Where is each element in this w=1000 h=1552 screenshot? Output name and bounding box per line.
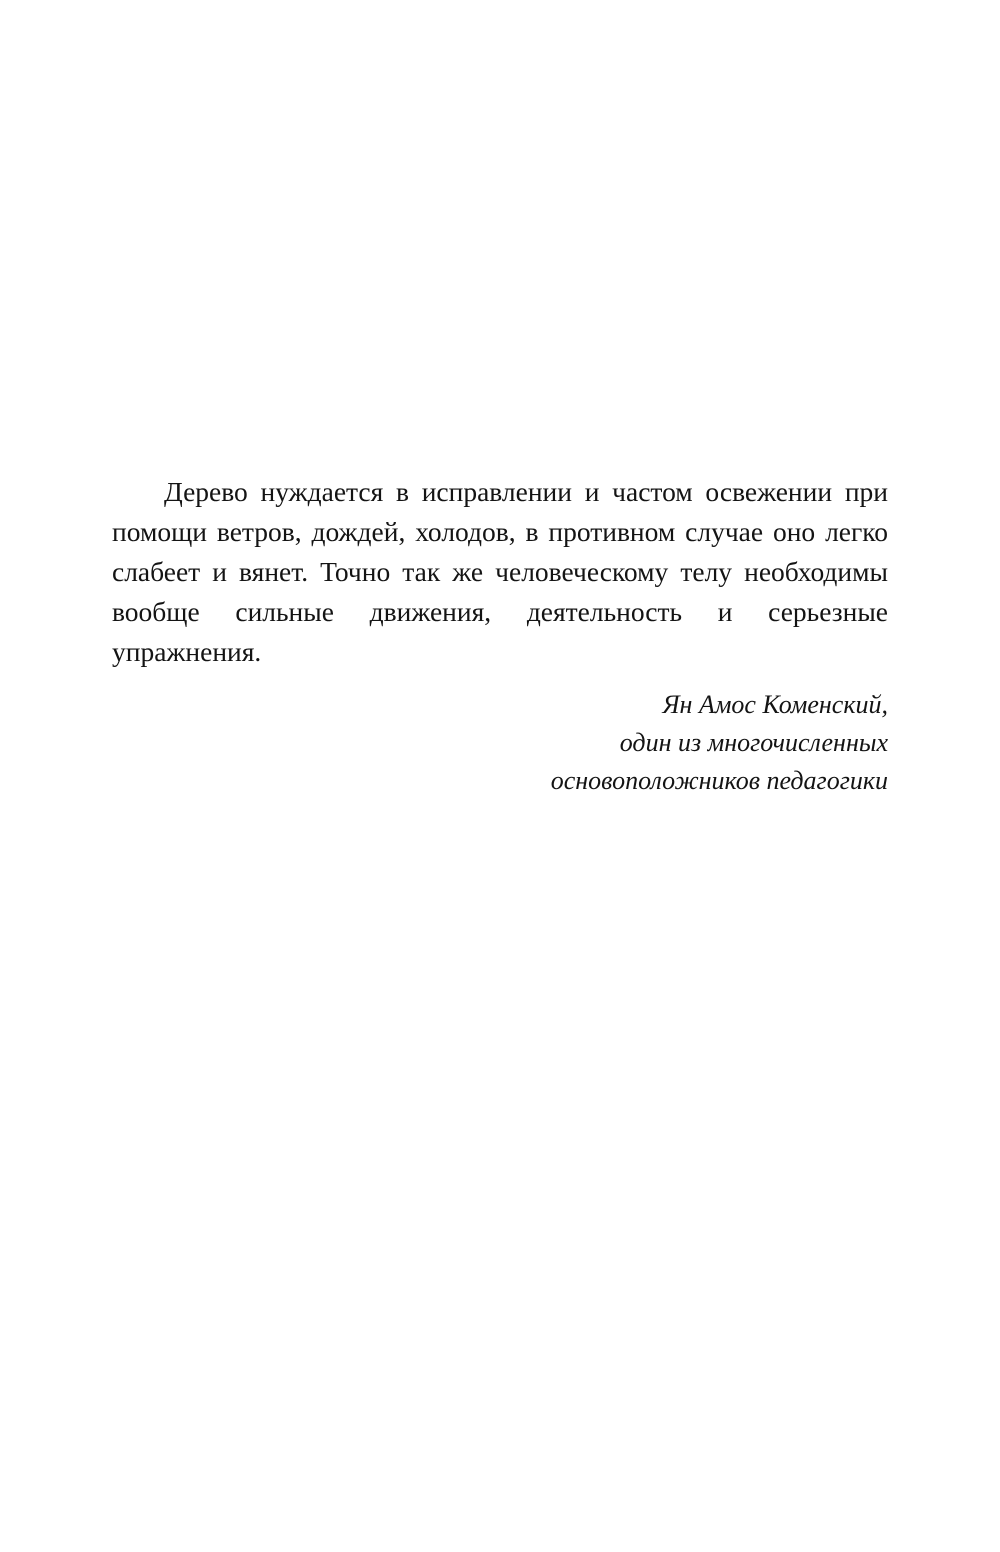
epigraph-quote-text: Дерево нуждается в исправлении и частом освежении при помощи ветров, дождей, холодов, в противном случае оно легко слабеет и вянет. Точно так же человеческому телу необходимы вообще сильные движения, деятельность и серьезные упражнения. bbox=[112, 476, 888, 667]
epigraph-block bbox=[112, 472, 888, 800]
epigraph-attribution bbox=[112, 686, 888, 800]
attribution-descriptor-line-2: основоположников педагогики bbox=[550, 766, 888, 795]
attribution-descriptor-line-1: один из многочисленных bbox=[619, 728, 888, 757]
attribution-author: Ян Амос Коменский, bbox=[662, 690, 888, 719]
